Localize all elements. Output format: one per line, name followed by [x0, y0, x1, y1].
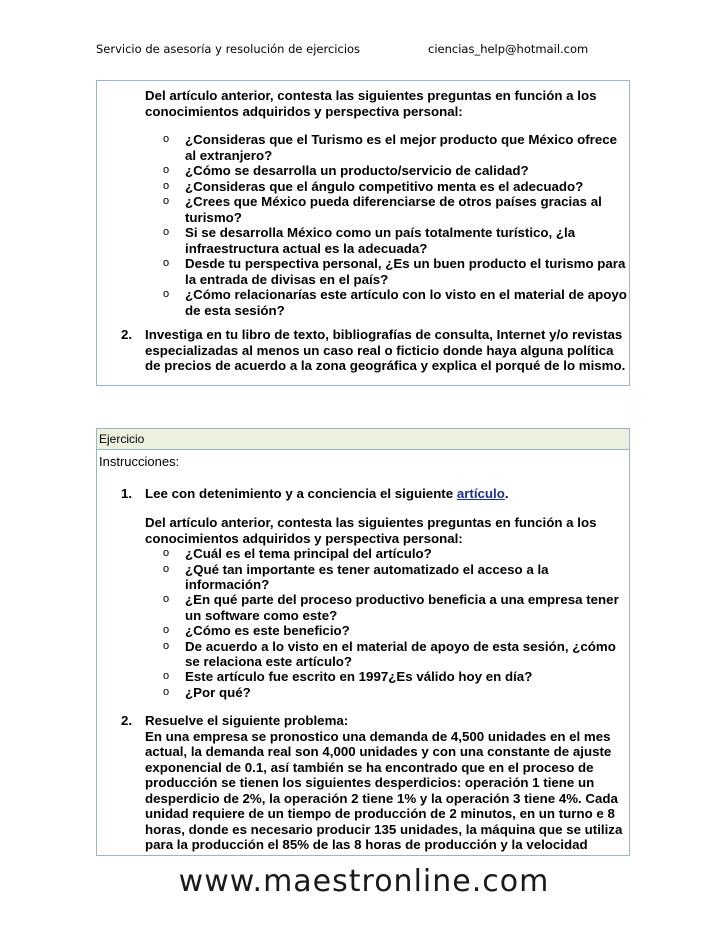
header-service-title: Servicio de asesoría y resolución de ejercicios [96, 42, 361, 56]
bullet-icon: o [163, 685, 170, 698]
question-text: Este artículo fue escrito en 1997¿Es válido hoy en día? [185, 669, 533, 684]
header-email: ciencias_help@hotmail.com [428, 42, 589, 56]
bullet-icon: o [163, 164, 170, 176]
previous-exercise-box [96, 80, 630, 386]
instructions-label: Instrucciones: [99, 454, 180, 469]
question-text: ¿Cómo se desarrolla un producto/servicio de calidad? [185, 163, 529, 178]
bullet-icon: o [163, 624, 170, 636]
bullet-icon: o [163, 288, 170, 300]
question-text: ¿Por qué? [185, 684, 251, 700]
bullet-icon: o [163, 593, 170, 605]
item1-end: . [504, 486, 509, 501]
problem-title: Resuelve el siguiente problema: [145, 713, 349, 728]
item-text [145, 713, 629, 853]
item-text [145, 486, 629, 502]
question-text: ¿Cuál es el tema principal del artículo? [185, 546, 432, 561]
bullet-icon: o [163, 257, 170, 269]
footer-website: www.maestronline.com [178, 864, 550, 899]
problem-text: En una empresa se pronostico una demanda de 4,500 unidades en el mes actual, la demanda real son 4,000 unidades y con una constante de ajuste exponencial de 0.1, así también se ha encontrado que en el proceso de producción se tienen los siguientes desperdicios: operación 1 tiene un desperdicio de 2%, la operación 2 tiene 1% y la operación 3 tiene 4%. Cada unidad requiere de un tiempo de producción de 2 minutos, en un turno e 8 horas, donde es necesario producir 135 unidades, la máquina que se utiliza para la producción el 85% de las 8 horas de producción y la velocidad [145, 728, 623, 852]
exercise-box [96, 428, 630, 856]
question-text: Desde tu perspectiva personal, ¿Es un buen producto el turismo para la entrada de divisas en el país? [185, 256, 626, 287]
bullet-icon: o [163, 226, 170, 238]
question-text: ¿Qué tan importante es tener automatizado el acceso a la información? [185, 561, 549, 592]
item-number: 1. [121, 486, 133, 501]
bullet-icon: o [163, 670, 170, 682]
exercise-intro: Del artículo anterior, contesta las siguientes preguntas en función a los conocimientos adquiridos y perspectiva personal: [145, 515, 597, 546]
bullet-icon: o [163, 179, 170, 192]
question-text: ¿Consideras que el Turismo es el mejor producto que México ofrece al extranjero? [185, 132, 618, 163]
question-text: ¿Consideras que el ángulo competitivo menta es el adecuado? [185, 178, 584, 194]
bullet-icon: o [163, 562, 170, 575]
bullet-icon: o [163, 195, 170, 207]
question-text: De acuerdo a lo visto en el material de apoyo de esta sesión, ¿cómo se relaciona este artículo? [185, 638, 616, 669]
question-text: ¿Cómo relacionarías este artículo con lo visto en el material de apoyo de esta sesión? [185, 287, 627, 318]
bullet-icon: o [163, 639, 170, 652]
question-text: ¿En qué parte del proceso productivo beneficia a una empresa tener un software como este? [185, 592, 619, 623]
question-text: ¿Cómo es este beneficio? [185, 623, 350, 638]
question-text: ¿Crees que México pueda diferenciarse de otros países gracias al turismo? [185, 194, 602, 225]
article-link[interactable]: artículo [456, 486, 505, 501]
exercise-title: Ejercicio [97, 429, 629, 450]
bullet-icon: o [163, 133, 170, 145]
item1-text: Lee con detenimiento y a conciencia el siguiente [145, 486, 454, 501]
item-number: 2. [121, 713, 133, 728]
bullet-icon: o [163, 547, 170, 559]
page-header [96, 42, 596, 58]
item-text: Investiga en tu libro de texto, bibliografías de consulta, Internet y/o revistas especializadas al menos un caso real o ficticio donde haya alguna política de precios de acuerdo a la zona geográfica y explica el porqué de lo mismo. [145, 327, 626, 373]
item-number: 2. [121, 327, 133, 342]
question-text: Si se desarrolla México como un país totalmente turístico, ¿la infraestructura actual es la adecuada? [185, 225, 576, 256]
section1-intro: Del artículo anterior, contesta las siguientes preguntas en función a los conocimientos adquiridos y perspectiva personal: [145, 88, 597, 119]
